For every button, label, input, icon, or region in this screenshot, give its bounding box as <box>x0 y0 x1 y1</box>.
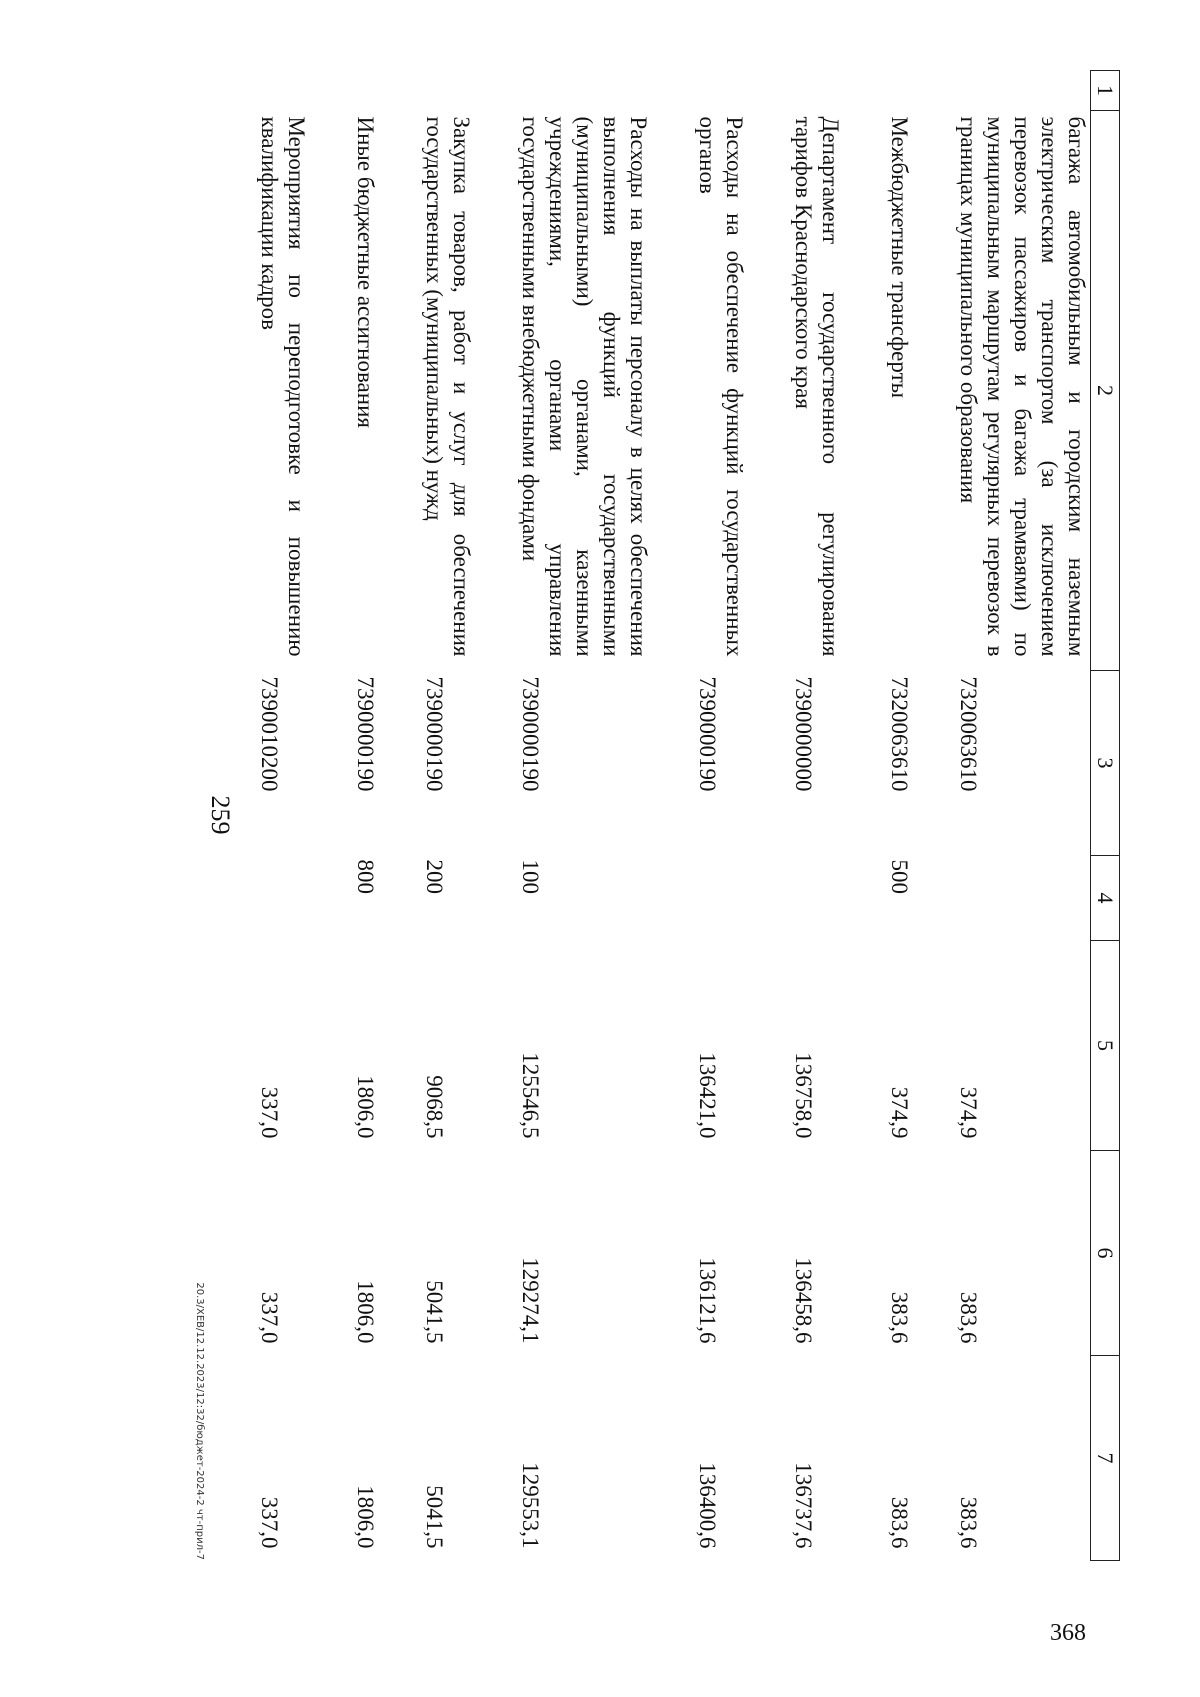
row-value-2024: 1806,0 <box>353 1075 378 1139</box>
row-value-2026: 136400,6 <box>695 1462 720 1549</box>
row-value-2025: 337,0 <box>257 1291 282 1344</box>
row-value-2025: 383,6 <box>956 1291 981 1344</box>
row-code: 7390000190 <box>518 676 543 792</box>
row-value-2025: 5041,5 <box>422 1280 447 1344</box>
budget-table <box>254 70 1120 1561</box>
row-name: Департамент государственного регулирования тарифов Краснодарского края <box>791 116 843 657</box>
row-code: 7390000000 <box>791 676 816 792</box>
header-col-1: 1 <box>1091 71 1120 111</box>
row-vr: 200 <box>422 859 447 894</box>
row-name: Расходы на выплаты персоналу в целях обеспечения выполнения функций государственными (муниципальными) органами, казенными учреждениями, органами управления государственными внебюджетными фондами <box>518 116 651 657</box>
table-row <box>884 71 913 1561</box>
table-row <box>254 71 310 1561</box>
row-name: Мероприятия по переподготовке и повышению квалификации кадров <box>257 116 309 657</box>
row-value-2024: 136758,0 <box>791 1052 816 1139</box>
footer-code: 20.3/ХЕВ/12.12.2023/12:32/бюджет-2024-2 чт-прил-7 <box>194 1282 205 1560</box>
row-vr <box>953 856 1091 941</box>
row-vr: 100 <box>518 859 543 894</box>
row-value-2025: 1806,0 <box>353 1280 378 1344</box>
row-name: Закупка товаров, работ и услуг для обеспечения государственных (муниципальных) нужд <box>422 116 474 657</box>
row-code: 7390000190 <box>422 676 447 792</box>
row-value-2024: 374,9 <box>887 1086 912 1139</box>
row-vr <box>254 856 310 941</box>
header-col-7: 7 <box>1091 1356 1120 1561</box>
row-vr: 500 <box>887 859 912 894</box>
row-code: 7390000190 <box>353 676 378 792</box>
row-value-2026: 383,6 <box>887 1496 912 1549</box>
table-row <box>692 71 748 1561</box>
header-col-3: 3 <box>1091 671 1120 856</box>
row-value-2024: 374,9 <box>956 1086 981 1139</box>
rotated-page <box>170 70 1120 1560</box>
row-name: Расходы на обеспечение функций государственных органов <box>695 116 747 657</box>
table-row <box>953 71 1091 1561</box>
row-value-2026: 383,6 <box>956 1496 981 1549</box>
header-row <box>1091 71 1120 1561</box>
row-name: Иные бюджетные ассигнования <box>353 116 378 428</box>
row-value-2026: 337,0 <box>257 1496 282 1549</box>
row-value-2025: 136121,6 <box>695 1257 720 1344</box>
table-row <box>515 71 652 1561</box>
row-value-2026: 5041,5 <box>422 1485 447 1549</box>
row-name: Межбюджетные трансферты <box>887 116 912 399</box>
table-row <box>788 71 844 1561</box>
row-vr: 800 <box>353 859 378 894</box>
header-col-4: 4 <box>1091 856 1120 941</box>
row-code: 7390010200 <box>257 676 282 792</box>
header-col-6: 6 <box>1091 1151 1120 1356</box>
row-value-2026: 136737,6 <box>791 1462 816 1549</box>
row-code: 7390000190 <box>695 676 720 792</box>
header-col-5: 5 <box>1091 941 1120 1151</box>
row-vr <box>692 856 748 941</box>
row-value-2025: 136458,6 <box>791 1257 816 1344</box>
row-value-2025: 129274,1 <box>518 1257 543 1344</box>
row-value-2024: 9068,5 <box>422 1075 447 1139</box>
row-vr <box>788 856 844 941</box>
row-value-2026: 129553,1 <box>518 1462 543 1549</box>
row-value-2024: 136421,0 <box>695 1052 720 1139</box>
table-row <box>350 71 379 1561</box>
table-row <box>419 71 475 1561</box>
row-value-2024: 125546,5 <box>518 1052 543 1139</box>
page-number-top: 259 <box>206 795 235 835</box>
page-number-bottom: 368 <box>1050 1620 1086 1646</box>
row-name: багажа автомобильным и городским наземным электрическим транспортом (за исключением перевозок пассажиров и багажа трамваями) по муниципальным маршрутам регулярных перевозок в границах муниципального образования <box>956 116 1089 657</box>
header-col-2: 2 <box>1091 111 1120 671</box>
row-value-2024: 337,0 <box>257 1086 282 1139</box>
row-code: 7320063610 <box>887 676 912 792</box>
row-value-2026: 1806,0 <box>353 1485 378 1549</box>
row-code: 7320063610 <box>956 676 981 792</box>
row-value-2025: 383,6 <box>887 1291 912 1344</box>
